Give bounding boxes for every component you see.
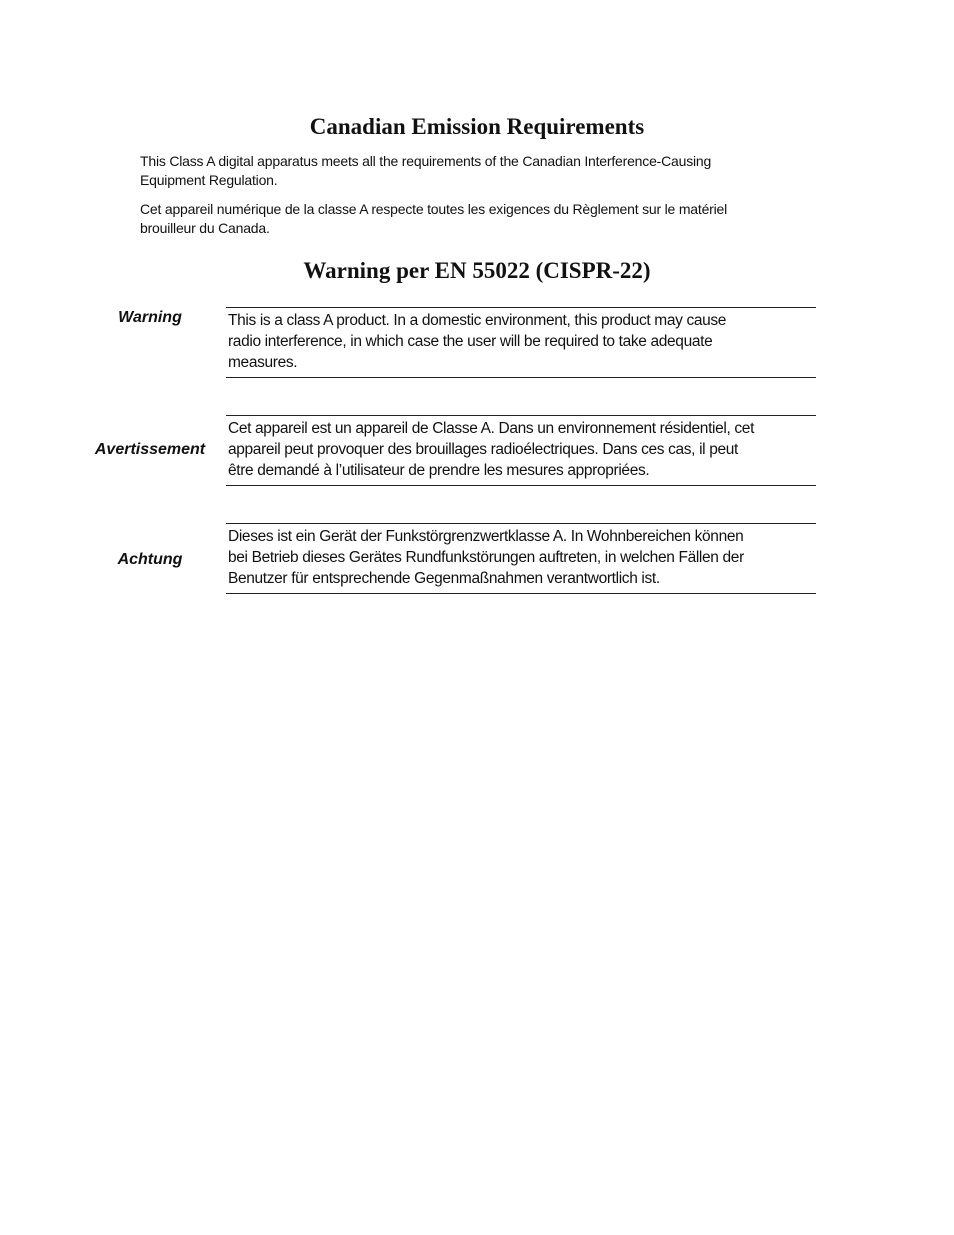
text-line: This Class A digital apparatus meets all the requirements of the Canadian Interference-Causing xyxy=(140,153,712,169)
text-line: measures. xyxy=(228,354,298,371)
text-line: bei Betrieb dieses Gerätes Rundfunkstörungen auftreten, in welchen Fällen der xyxy=(228,549,744,566)
text-line: brouilleur du Canada. xyxy=(140,220,270,236)
achtung-text xyxy=(228,526,744,589)
text-line: être demandé à l’utilisateur de prendre les mesures appropriées. xyxy=(228,462,650,479)
divider xyxy=(226,593,816,594)
cispr-heading: Warning per EN 55022 (CISPR-22) xyxy=(303,258,651,283)
divider xyxy=(226,485,816,486)
divider xyxy=(226,415,816,416)
text-line: Equipment Regulation. xyxy=(140,172,278,188)
canadian-english-paragraph xyxy=(140,152,711,190)
canadian-french-paragraph xyxy=(140,200,727,238)
text-line: Benutzer für entsprechende Gegenmaßnahmen verantwortlich ist. xyxy=(228,570,660,587)
text-line: appareil peut provoquer des brouillages radioélectriques. Dans ces cas, il peut xyxy=(228,441,738,458)
text-line: This is a class A product. In a domestic environment, this product may cause xyxy=(228,312,727,329)
text-line: Cet appareil numérique de la classe A respecte toutes les exigences du Règlement sur le matériel xyxy=(140,201,728,217)
avertissement-label: Avertissement xyxy=(94,441,206,458)
text-line: radio interference, in which case the user will be required to take adequate xyxy=(228,333,713,350)
divider xyxy=(226,523,816,524)
text-line: Cet appareil est un appareil de Classe A. Dans un environnement résidentiel, cet xyxy=(228,420,755,437)
divider xyxy=(226,307,816,308)
text-line: Dieses ist ein Gerät der Funkstörgrenzwertklasse A. In Wohnbereichen können xyxy=(228,528,744,545)
canadian-heading: Canadian Emission Requirements xyxy=(309,114,645,139)
achtung-label: Achtung xyxy=(117,551,183,568)
warning-label: Warning xyxy=(118,309,182,326)
divider xyxy=(226,377,816,378)
warning-text xyxy=(228,310,726,373)
avertissement-text xyxy=(228,418,754,481)
